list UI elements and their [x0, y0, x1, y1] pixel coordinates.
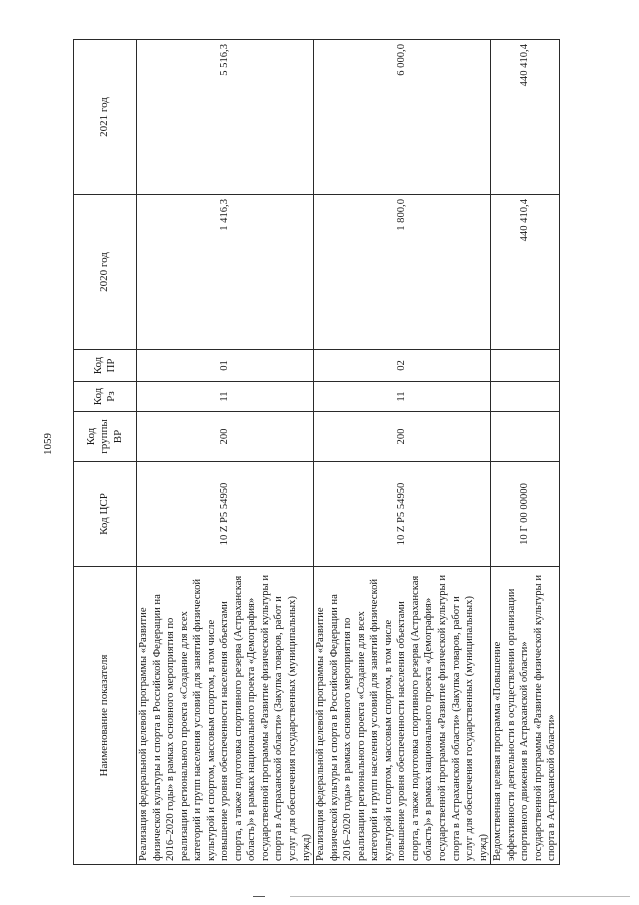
value-2021: 440 410,4 — [491, 40, 560, 195]
rotated-page-content — [73, 40, 558, 865]
csr-code: 10 Z P5 54950 — [314, 462, 491, 567]
indicator-name: Ведомственная целевая программа «Повышение эффективности деятельности в осуществлении организации спортивного движения в Астраханской области» государственной программы «Развитие физической культуры и спорта в Астраханской области» — [491, 567, 560, 865]
vr-code: 200 — [137, 412, 314, 462]
page-number: 1059 — [42, 433, 54, 455]
header-vr-code: Код группы ВР — [74, 412, 137, 462]
header-rz-code: Код Рз — [74, 382, 137, 412]
pr-code — [491, 350, 560, 382]
header-year-2020: 2020 год — [74, 195, 137, 350]
header-year-2021: 2021 год — [74, 40, 137, 195]
pr-code: 01 — [137, 350, 314, 382]
budget-table — [73, 39, 560, 865]
table-row — [491, 40, 560, 865]
vr-code: 200 — [314, 412, 491, 462]
csr-code: 10 Z P5 54950 — [137, 462, 314, 567]
value-2020: 1 800,0 — [314, 195, 491, 350]
table-row — [314, 40, 491, 865]
header-indicator-name: Наименование показателя — [74, 567, 137, 865]
table-header-row — [74, 40, 137, 865]
header-pr-code: Код ПР — [74, 350, 137, 382]
value-2020: 440 410,4 — [491, 195, 560, 350]
vr-code — [491, 412, 560, 462]
value-2020: 1 416,3 — [137, 195, 314, 350]
pr-code: 02 — [314, 350, 491, 382]
scan-mark — [253, 896, 265, 897]
indicator-name: Реализация федеральной целевой программы «Развитие физической культуры и спорта в Российской Федерации на 2016–2020 годы» в рамках основного мероприятия по реализации регионального проекта «Создание для всех категорий и групп населения условий для занятий физической культурой и спортом, массовым спортом, в том числе повышение уровня обеспеченности населения объектами спорта, а также подготовка спортивного резерва (Астраханская область)» в рамках национального проекта «Демография» государственной программы «Развитие физической культуры и спорта в Астраханской области» (Закупка товаров, работ и услуг для обеспечения государственных (муниципальных) нужд) — [137, 567, 314, 865]
table-row — [137, 40, 314, 865]
value-2021: 5 516,3 — [137, 40, 314, 195]
csr-code: 10 Г 00 00000 — [491, 462, 560, 567]
indicator-name: Реализация федеральной целевой программы «Развитие физической культуры и спорта в Российской Федерации на 2016–2020 годы» в рамках основного мероприятия по реализации регионального проекта «Создание для всех категорий и групп населения условий для занятий физической культурой и спортом, массовым спортом, в том числе повышение уровня обеспеченности населения объектами спорта, а также подготовка спортивного резерва (Астраханская область)» в рамках национального проекта «Демография» государственной программы «Развитие физической культуры и спорта в Астраханской области» (Закупка товаров, работ и услуг для обеспечения государственных (муниципальных) нужд) — [314, 567, 491, 865]
rz-code — [491, 382, 560, 412]
rz-code: 11 — [137, 382, 314, 412]
header-csr-code: Код ЦСР — [74, 462, 137, 567]
scan-mark — [290, 896, 630, 897]
rz-code: 11 — [314, 382, 491, 412]
value-2021: 6 000,0 — [314, 40, 491, 195]
